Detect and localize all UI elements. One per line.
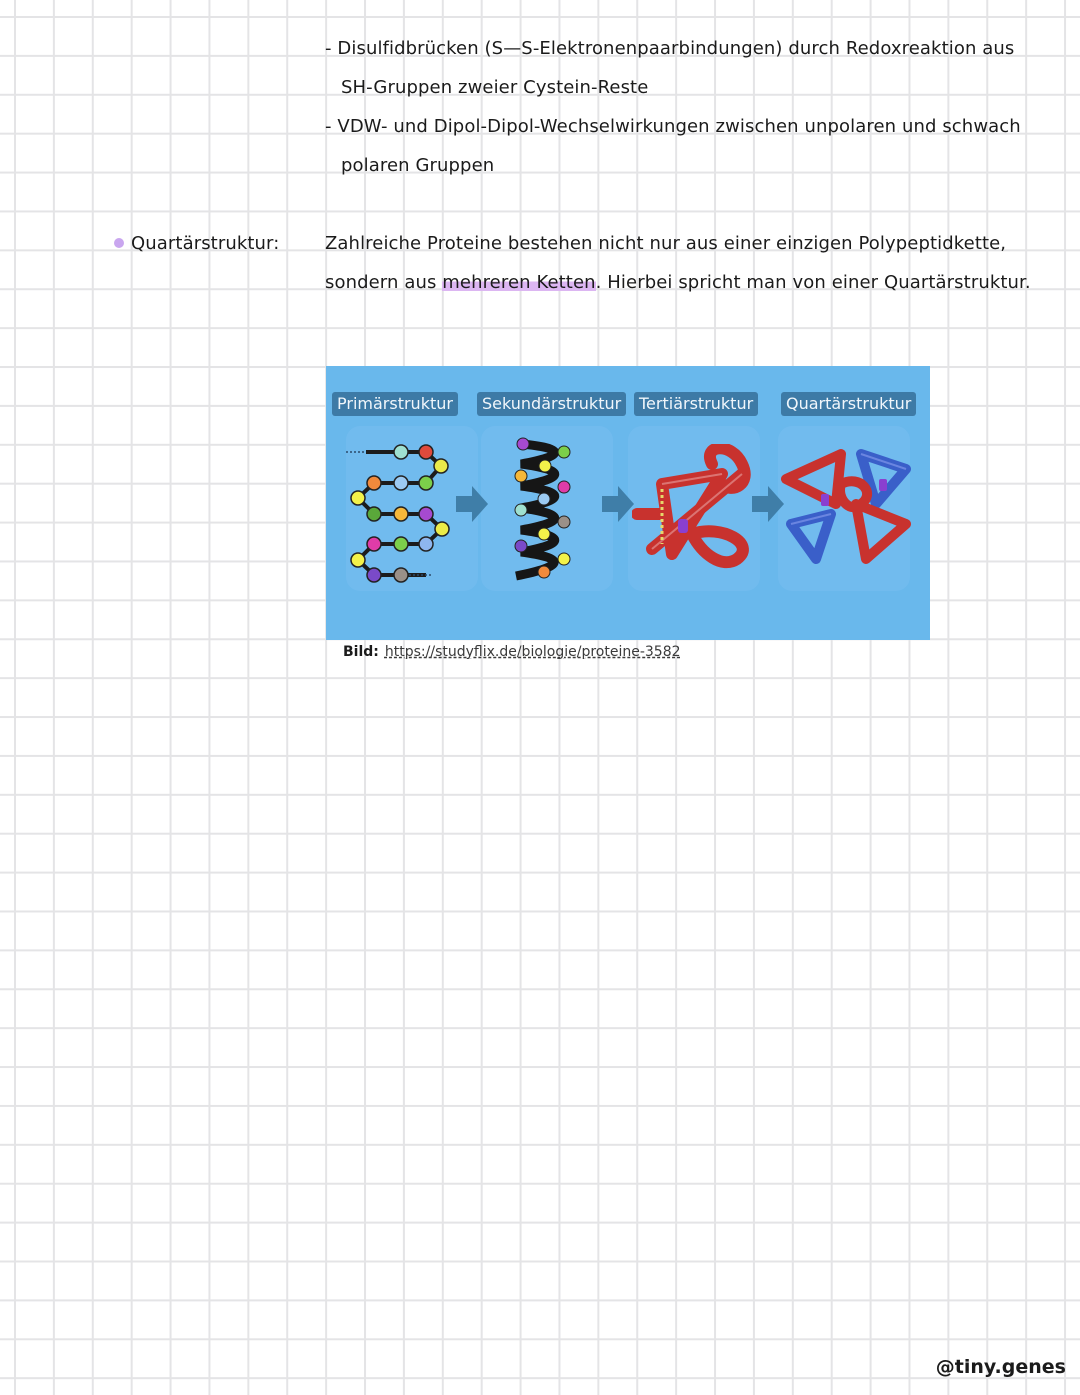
quartaer-description-line-2 [325, 272, 1031, 293]
label-sekundaerstruktur: Sekundärstruktur [477, 392, 626, 416]
list-item-2-line-2: polaren Gruppen [341, 155, 495, 176]
tertiary-fold-icon [632, 444, 762, 569]
text-segment: sondern aus [325, 272, 443, 293]
source-link[interactable]: https://studyflix.de/biologie/proteine-3582 [384, 644, 681, 660]
quaternary-complex-icon [781, 444, 916, 569]
highlighted-term: mehreren Ketten [442, 272, 596, 293]
label-tertiaerstruktur: Tertiärstruktur [634, 392, 758, 416]
label-quartaerstruktur: Quartärstruktur [781, 392, 916, 416]
label-primaerstruktur: Primärstruktur [332, 392, 458, 416]
list-item-1-line-2: SH-Gruppen zweier Cystein-Reste [341, 77, 649, 98]
list-item-1-line-1: - Disulfidbrücken (S—S-Elektronenpaarbindungen) durch Redoxreaktion aus [325, 38, 1015, 59]
arrow-right-icon [456, 486, 490, 522]
list-item-2-line-1: - VDW- und Dipol-Dipol-Wechselwirkungen zwischen unpolaren und schwach [325, 116, 1021, 137]
quartaer-description-line-1: Zahlreiche Proteine bestehen nicht nur aus einer einzigen Polypeptidkette, [325, 233, 1007, 254]
protein-structure-figure [326, 366, 930, 640]
image-caption [343, 644, 681, 660]
author-handle: @tiny.genes [935, 1356, 1066, 1378]
caption-prefix: Bild: [343, 644, 379, 660]
section-heading-quartaerstruktur: Quartärstruktur: [131, 233, 280, 254]
bullet-dot-icon [114, 238, 124, 248]
arrow-right-icon [602, 486, 636, 522]
text-segment: . Hierbei spricht man von einer Quartärstruktur. [595, 272, 1031, 293]
secondary-helix-icon [506, 434, 586, 584]
